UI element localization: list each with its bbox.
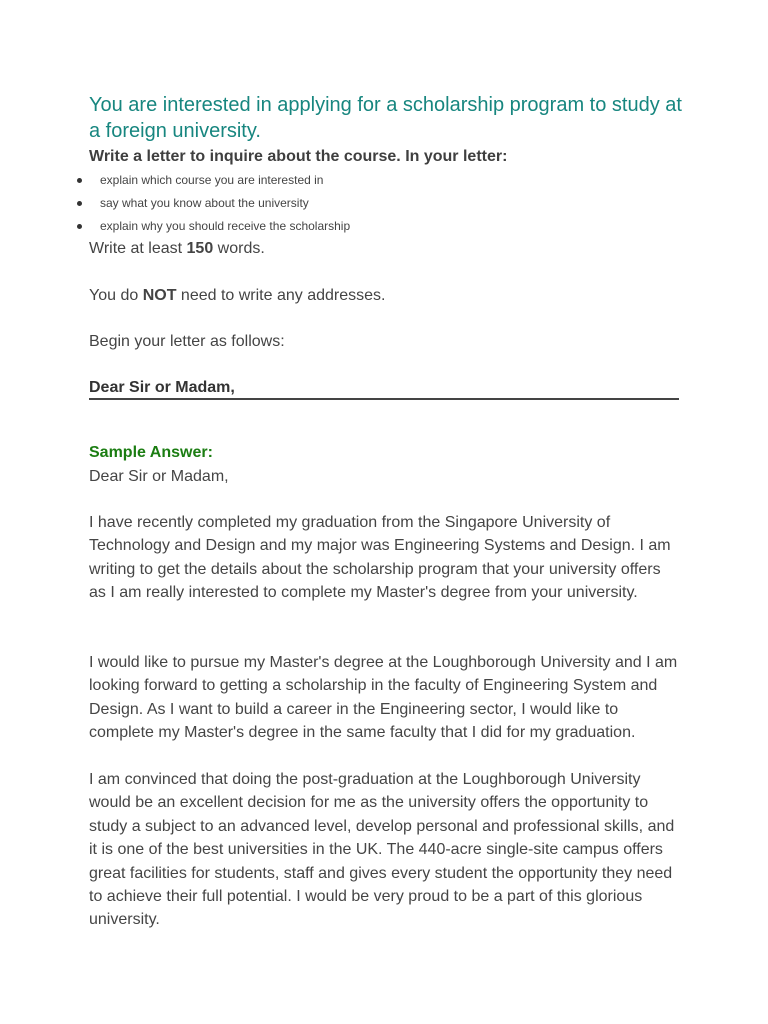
task-instruction: Write a letter to inquire about the course. In your letter: — [89, 148, 508, 165]
addresses-emphasis: NOT — [142, 287, 177, 304]
sample-paragraph: I have recently completed my graduation from the Singapore University of Technology and Design and my major was Engineering Systems and Design. I am writing to get the details about the scholarship program that your university offers as I am really interested to complete my Master's degree from your university. — [89, 514, 671, 602]
addresses-suffix: need to write any addresses. — [176, 287, 386, 304]
sample-greeting: Dear Sir or Madam, — [89, 468, 229, 485]
addresses-note — [89, 286, 385, 306]
begin-note: Begin your letter as follows: — [89, 333, 285, 350]
task-title: You are interested in applying for a scholarship program to study at a foreign university. — [89, 94, 682, 142]
bullet-text: say what you know about the university — [100, 196, 309, 210]
list-item — [0, 216, 768, 239]
divider — [89, 398, 679, 400]
bullet-icon — [77, 178, 82, 183]
bullet-text: explain which course you are interested in — [100, 173, 324, 187]
word-count-number: 150 — [186, 240, 214, 257]
sample-answer-label: Sample Answer: — [89, 444, 213, 461]
bullet-icon — [77, 224, 82, 229]
word-count-suffix: words. — [213, 240, 265, 257]
sample-paragraph: I would like to pursue my Master's degree at the Loughborough University and I am looking forward to getting a scholarship in the faculty of Engineering System and Design. As I want to build a career in the Engineering sector, I would like to complete my Master's degree in the same faculty that I did for my graduation. — [89, 654, 678, 742]
word-count-note — [89, 239, 265, 259]
bullet-text: explain why you should receive the scholarship — [100, 219, 351, 233]
list-item — [0, 193, 768, 216]
addresses-prefix: You do — [89, 287, 143, 304]
word-count-prefix: Write at least — [89, 240, 187, 257]
bullet-icon — [77, 201, 82, 206]
task-bullet-list — [0, 170, 768, 239]
salutation-heading: Dear Sir or Madam, — [89, 379, 235, 396]
list-item — [0, 170, 768, 193]
sample-paragraph: I am convinced that doing the post-graduation at the Loughborough University would be an excellent decision for me as the university offers the opportunity to study a subject to an advanced level, develop personal and professional skills, and it is one of the best universities in the UK. The 440-acre single-site campus offers great facilities for students, staff and gives every student the opportunity they need to achieve their full potential. I would be very proud to be a part of this glorious university. — [89, 771, 675, 929]
